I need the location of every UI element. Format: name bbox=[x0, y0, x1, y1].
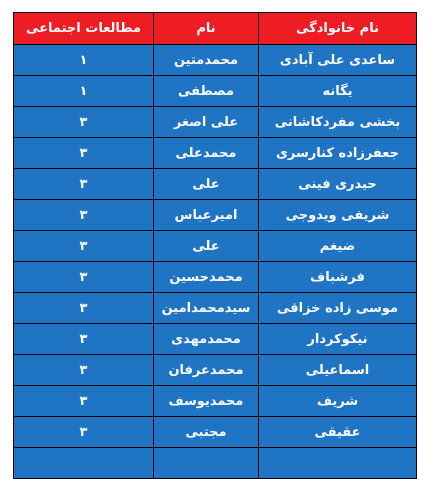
cell-family: شریف bbox=[259, 386, 417, 417]
cell-family: حیدری فینی bbox=[259, 169, 417, 200]
table-row bbox=[14, 262, 417, 293]
cell-social-studies: ۱ bbox=[14, 76, 154, 107]
cell-family: فرشباف bbox=[259, 262, 417, 293]
cell-social-studies: ۳ bbox=[14, 355, 154, 386]
cell-social-studies: ۳ bbox=[14, 231, 154, 262]
cell-family: شریفی ویدوجی bbox=[259, 200, 417, 231]
cell-name bbox=[154, 448, 259, 479]
cell-name: محمدمهدی bbox=[154, 324, 259, 355]
cell-name: سیدمحمدامین bbox=[154, 293, 259, 324]
table-row bbox=[14, 386, 417, 417]
table-row bbox=[14, 293, 417, 324]
cell-name: محمدمتین bbox=[154, 45, 259, 76]
cell-name: علی bbox=[154, 169, 259, 200]
table-row bbox=[14, 76, 417, 107]
cell-name: محمدعلی bbox=[154, 138, 259, 169]
cell-social-studies: ۳ bbox=[14, 200, 154, 231]
cell-social-studies: ۳ bbox=[14, 417, 154, 448]
table-row bbox=[14, 355, 417, 386]
cell-family: بخشی مفردکاشانی bbox=[259, 107, 417, 138]
cell-name: علی bbox=[154, 231, 259, 262]
header-social-studies: مطالعات اجتماعی bbox=[14, 13, 154, 45]
cell-social-studies: ۳ bbox=[14, 262, 154, 293]
cell-family: عقیقی bbox=[259, 417, 417, 448]
table-row bbox=[14, 324, 417, 355]
cell-social-studies: ۳ bbox=[14, 293, 154, 324]
header-name: نام bbox=[154, 13, 259, 45]
cell-name: مجتبی bbox=[154, 417, 259, 448]
cell-social-studies: ۱ bbox=[14, 45, 154, 76]
cell-family: اسماعیلی bbox=[259, 355, 417, 386]
cell-social-studies: ۳ bbox=[14, 386, 154, 417]
cell-social-studies bbox=[14, 448, 154, 479]
cell-family: ساعدی علی آبادی bbox=[259, 45, 417, 76]
table-row bbox=[14, 138, 417, 169]
table-row bbox=[14, 45, 417, 76]
table-row bbox=[14, 169, 417, 200]
table-row bbox=[14, 107, 417, 138]
cell-family bbox=[259, 448, 417, 479]
cell-name: علی اصغر bbox=[154, 107, 259, 138]
table-header-row bbox=[14, 13, 417, 45]
cell-family: ضیغم bbox=[259, 231, 417, 262]
header-family: نام خانوادگی bbox=[259, 13, 417, 45]
cell-family: موسی زاده خزاقی bbox=[259, 293, 417, 324]
cell-family: یگانه bbox=[259, 76, 417, 107]
cell-name: محمدیوسف bbox=[154, 386, 259, 417]
grades-table bbox=[13, 12, 417, 479]
table-row bbox=[14, 448, 417, 479]
table-row bbox=[14, 200, 417, 231]
cell-name: محمدحسین bbox=[154, 262, 259, 293]
table-row bbox=[14, 417, 417, 448]
cell-name: مصطفی bbox=[154, 76, 259, 107]
cell-social-studies: ۳ bbox=[14, 138, 154, 169]
cell-name: محمدعرفان bbox=[154, 355, 259, 386]
cell-family: جعفرزاده کنارسری bbox=[259, 138, 417, 169]
cell-name: امیرعباس bbox=[154, 200, 259, 231]
cell-family: نیکوکردار bbox=[259, 324, 417, 355]
table-row bbox=[14, 231, 417, 262]
cell-social-studies: ۳ bbox=[14, 107, 154, 138]
cell-social-studies: ۳ bbox=[14, 169, 154, 200]
cell-social-studies: ۳ bbox=[14, 324, 154, 355]
